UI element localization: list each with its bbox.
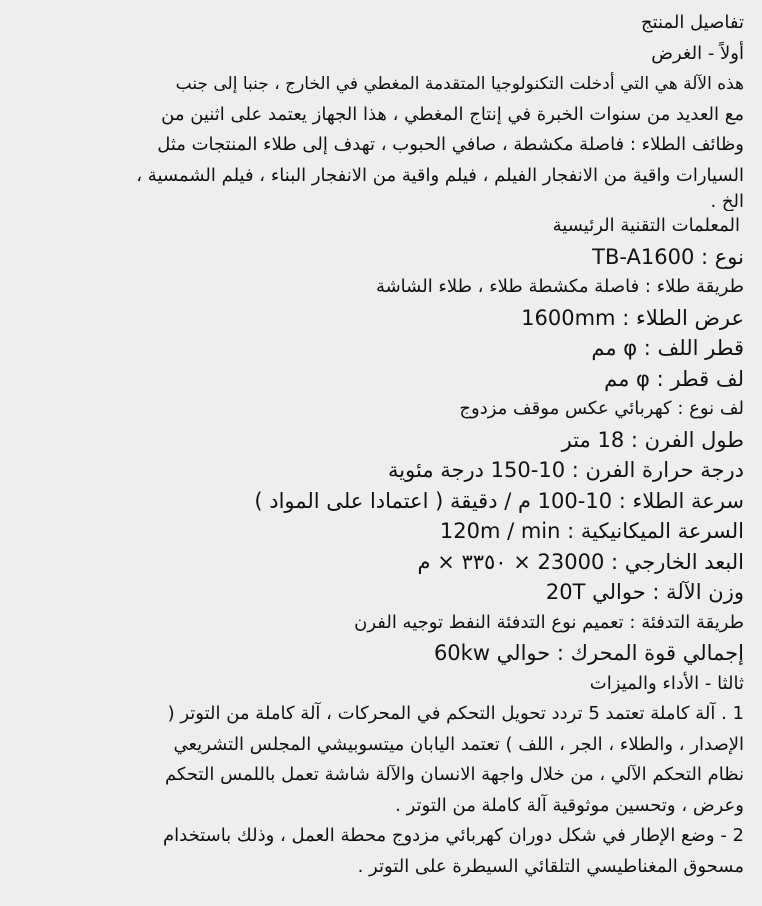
param-coating-method: طريقة طلاء : فاصلة مكشطة طلاء ، طلاء الشاشة (375, 276, 744, 297)
features-line: الإصدار ، والطلاء ، الجر ، اللف ) تعتمد اليابان ميتسوبيشي المجلس التشريعي (173, 733, 744, 755)
purpose-line: وظائف الطلاء : فاصلة مكشطة ، صافي الحبوب ، تهدف إلى طلاء المنتجات مثل (157, 134, 744, 155)
param-oven-temperature: درجة حرارة الفرن : 10-150 درجة مئوية (388, 458, 744, 482)
purpose-line: هذه الآلة هي التي أدخلت التكنولوجيا المتقدمة المغطي في الخارج ، جنبا إلى جنب (175, 74, 744, 94)
purpose-heading: أولاً - الغرض (651, 42, 744, 64)
param-type: نوع : TB-A1600 (592, 244, 744, 269)
features-line: مسحوق المغناطيسي التلقائي السيطرة على التوتر . (357, 855, 744, 877)
features-line: 2 - وضع الإطار في شكل دوران كهربائي مزدوج محطة العمل ، وذلك باستخدام (162, 825, 744, 846)
features-line: نظام التحكم الآلي ، من خلال واجهة الانسان والآلة شاشة تعمل باللمس التحكم (164, 764, 744, 785)
param-motor-power: إجمالي قوة المحرك : حوالي 60kw (433, 641, 744, 665)
page-title: تفاصيل المنتج (640, 12, 744, 33)
features-line: 1 . آلة كاملة تعتمد 5 تردد تحويل التحكم في المحركات ، آلة كاملة من التوتر ( (167, 703, 744, 724)
param-oven-length: طول الفرن : 18 متر (561, 427, 744, 452)
param-mechanical-speed: السرعة الميكانيكية : 120m / min (439, 519, 744, 543)
purpose-line: مع العديد من سنوات الخبرة في إنتاج المغطي ، هذا الجهاز يعتمد على اثنين من (161, 103, 744, 125)
param-heating-method: طريقة التدفئة : تعميم نوع التدفئة النفط توجيه الفرن (354, 611, 744, 633)
param-coating-speed: سرعة الطلاء : 10-100 م / دقيقة ( اعتمادا على المواد ) (254, 488, 744, 513)
features-line: وعرض ، وتحسين موثوقية آلة كاملة من التوتر . (395, 794, 744, 816)
features-heading: ثالثا - الأداء والميزات (589, 672, 744, 694)
params-heading: المعلمات التقنية الرئيسية (552, 215, 740, 236)
param-outer-dimensions: البعد الخارجي : 23000 × ٣٣٥٠ × م (417, 549, 744, 574)
param-coating-width: عرض الطلاء : 1600mm (521, 305, 744, 330)
param-rewind-type: لف نوع : كهربائي عكس موقف مزدوج (459, 398, 744, 419)
param-machine-weight: وزن الآلة : حوالي 20T (545, 580, 744, 604)
purpose-line: السيارات واقية من الانفجار الفيلم ، فيلم واقية من الانفجار البناء ، فيلم الشمسية ، (136, 164, 744, 186)
purpose-line: الخ . (710, 191, 744, 211)
param-unwind-diameter: قطر اللف : φ مم (591, 336, 744, 360)
param-rewind-diameter: لف قطر : φ مم (604, 366, 744, 391)
